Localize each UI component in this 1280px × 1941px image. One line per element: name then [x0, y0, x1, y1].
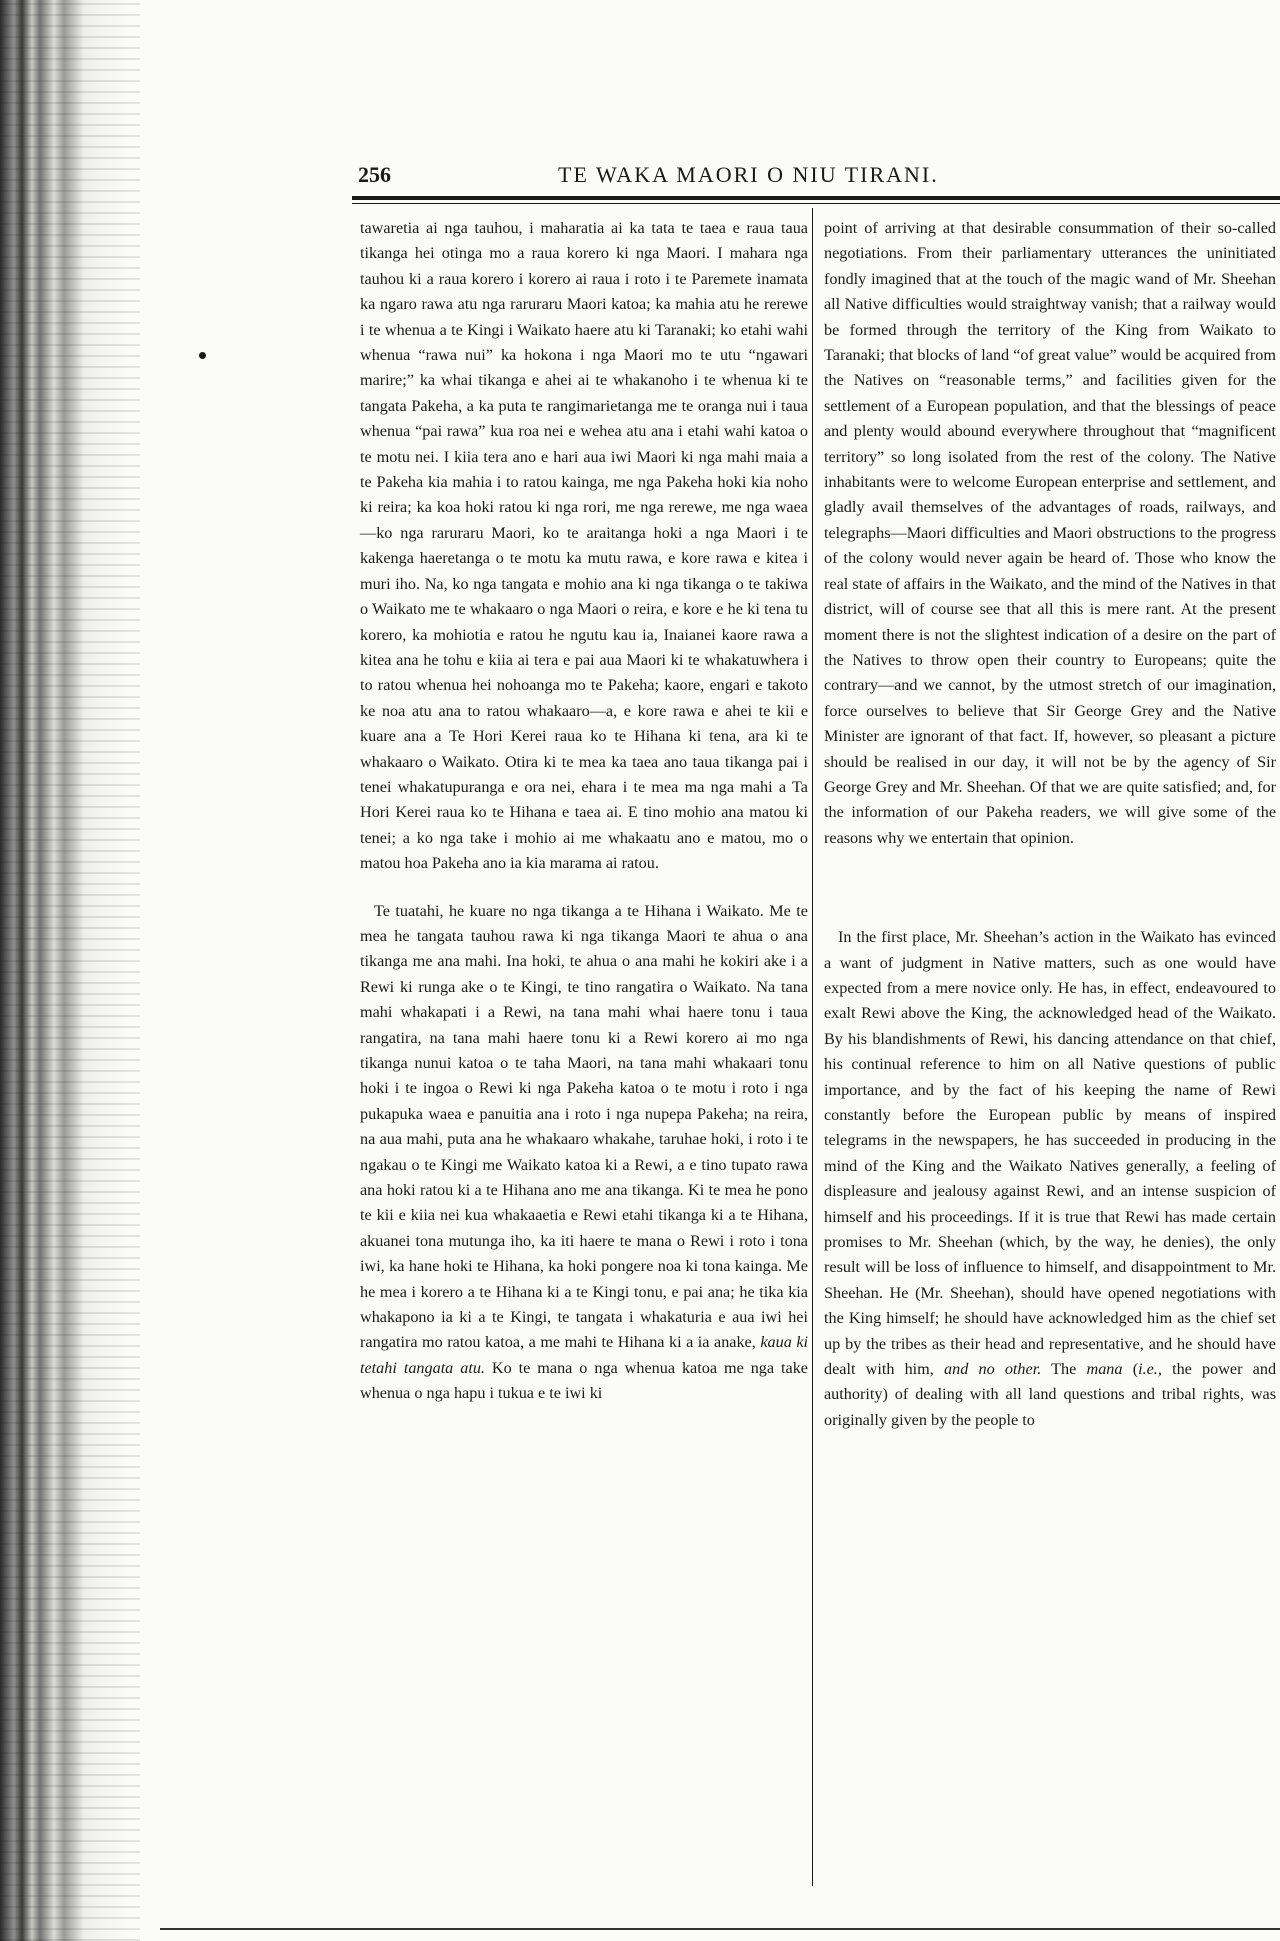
page-number: 256: [358, 162, 391, 187]
english-paragraph-2-end: the power and authority) of dealing with all land questions and tribal rights, was originally given by the people to: [824, 1360, 1277, 1429]
running-title: TE WAKA MAORI O NIU TIRANI.: [558, 162, 939, 187]
english-paragraph-2-mana: mana: [1086, 1360, 1123, 1379]
english-paragraph-2: [824, 925, 1276, 1433]
maori-paragraph-2-italic: kaua ki tetahi tangata atu.: [360, 1333, 808, 1377]
english-paragraph-2-mid: The: [1051, 1360, 1077, 1379]
page-binding-edge: [0, 0, 140, 1941]
ink-spot: [199, 352, 206, 359]
english-column: [824, 216, 1276, 1433]
page-header: [358, 160, 1280, 196]
english-paragraph-2-paren: (: [1132, 1360, 1139, 1379]
footer-rule: [160, 1928, 1280, 1930]
english-paragraph-1: point of arriving at that desirable consummation of their so-called negotiations. From their parliamentary utterances the uninitiated fondly imagined that at the touch of the magic wand of Mr. Sheehan all Native difficulties would straightway vanish; that a railway would be formed through the territory of the King from Waikato to Taranaki; that blocks of land “of great value” would be acquired from the Natives on “reasonable terms,” and facilities given for the settlement of a European population, and that the blessings of peace and plenty would abound everywhere throughout that “magnificent territory” so long isolated from the rest of the colony. The Native inhabitants were to welcome European enterprise and settlement, and gladly avail themselves of the advantages of roads, railways, and telegraphs—Maori difficulties and Maori obstructions to the progress of the colony would never again be heard of. Those who know the real state of affairs in the Waikato, and the mind of the Natives in that district, will of course see that all this is mere rant. At the present moment there is not the slightest indication of a desire on the part of the Natives to throw open their country to Europeans; quite the contrary—and we cannot, by the utmost stretch of our imagination, force ourselves to believe that Sir George Grey and the Native Minister are ignorant of that fact. If, however, so pleasant a picture should be realised in our day, it will not be by the agency of Sir George Grey and Mr. Sheehan. Of that we are quite satisfied; and, for the information of our Pakeha readers, we will give some of the reasons why we entertain that opinion.: [824, 219, 1276, 847]
maori-column: [360, 216, 808, 1407]
maori-paragraph-1: tawaretia ai nga tauhou, i maharatia ai ka tata te taea e raua taua tikanga hei otinga mo a raua korero ki nga Maori. I mahara nga tauhou ki a raua korero i korero ai raua i roto i te Paremete inamata ka ngaro rawa atu nga raruraru Maori katoa; ka mahia atu he rerewe i te whenua a te Kingi i Waikato haere atu ki Taranaki; ko etahi wahi whenua “rawa nui” ka hokona i nga Maori mo te utu “ngawari marire;” ka whai tikanga e ahei ai te whakanoho i te whenua ki te tangata Pakeha, a ka puta te rangimarietanga me te oranga nui i taua whenua “pai rawa” kua roa nei e wehea atu ana i etahi wahi katoa o te motu nei. I kiia tera ano e hari aua iwi Maori ki nga mahi maia a te Pakeha kia mahia i to ratou kainga, me nga Pakeha hoki kia noho ki reira; ka koa hoki ratou ki nga rori, me nga rerewe, me nga waea—ko nga raruraru Maori, ko te araitanga hoki a nga Maori i te kakenga haeretanga o te motu ka mutu rawa, e kore rawa e kitea i muri iho. Na, ko nga tangata e mohio ana ki nga tikanga o te takiwa o Waikato me te whakaaro o nga Maori o reira, e kore e he ki tena tu korero, ka mohiotia e ratou he ngutu kau ia, Inaianei kaore rawa a kitea ana he tohu e kiia ai tera e pai aua Maori ki te whakatuwhera i to ratou whenua hei nohoanga mo te Pakeha; kaore, engari e takoto ke noa atu ana to ratou whakaaro—a, e kore rawa e ahei te kii e kuare ana a Te Hori Kerei raua ko te Hihana ki tena, ara ki te whakaaro o Waikato. Otira ki te mea ka taea ano taua tikanga pai i tenei whakatupuranga e ora nei, ehara i te mea ma nga mahi a Ta Hori Kerei raua ko te Hihana e taea ai. E tino mohio ana matou ki tenei; a ko nga take i mohio ai me whakaatu ano e matou, mo o matou hoa Pakeha ano ia kia marama ai ratou.: [360, 219, 808, 873]
header-rule-thick: [352, 196, 1280, 200]
maori-paragraph-2-end: Ko te mana o nga whenua katoa me nga take whenua o nga hapu i tukua e te iwi ki: [360, 1358, 808, 1403]
english-paragraph-2-text: In the first place, Mr. Sheehan’s action in the Waikato has evinced a want of judgment in Native matters, such as one would have expected from a mere novice only. He has, in effect, endeavoured to exalt Rewi above the King, the acknowledged head of the Waikato. By his blandishments of Rewi, his dancing attendance on that chief, his continual reference to him on all Native questions of public importance, and by the fact of his keeping the name of Rewi constantly before the European public by means of inspired telegrams in the newspapers, he has succeeded in producing in the mind of the King and the Waikato Natives generally, a feeling of displeasure and jealousy against Rewi, and an intense suspicion of himself and his proceedings. If it is true that Rewi has made certain promises to Mr. Sheehan (which, by the way, he denies), the only result will be loss of influence to himself, and disappointment to Mr. Sheehan. He (Mr. Sheehan), should have opened negotiations with the King himself; he should have acknowledged him as the chief set up by the tribes as their head and representative, and he should have dealt with him,: [824, 928, 1276, 1379]
english-paragraph-2-ie: i.e.,: [1138, 1360, 1162, 1379]
column-divider: [812, 208, 813, 1886]
maori-paragraph-2-text: Te tuatahi, he kuare no nga tikanga a te Hihana i Waikato. Me te mea he tangata tauhou rawa ki nga tikanga Maori te ahua o ana tikanga me ana mahi. Ina hoki, te ahua o ana mahi he kokiri ake i a Rewi ki runga ake o te Kingi, te tino rangatira o Waikato. Na tana mahi whakapati i a Rewi, na tana mahi whai haere tonu i taua rangatira, na tana mahi haere tonu ki a Rewi korero ai mo nga tikanga nunui katoa o te taha Maori, na tana mahi whakaari tonu hoki i te ingoa o Rewi ki nga Pakeha katoa o te motu i roto i nga pukapuka waea e panuitia ana i roto i nga nupepa Pakeha; na reira, na aua mahi, puta ana he whakaaro whakahe, taruhae hoki, i roto i te ngakau o te Kingi me Waikato katoa ki a Rewi, a e tino tupato rawa ana hoki ratou ki a te Hihana ano me ana tikanga. Ki te mea he pono te kii e kiia nei kua whakaaetia e Rewi etahi tikanga ki a te Hihana, akuanei tona mutunga iho, ka iti haere te mana o Rewi i roto i tona iwi, ka hane hoki te Hihana, ka hoki pongere noa ki tona kainga. Me he mea i korero a te Hihana ki a te Kingi tonu, e pai ana; he tika kia whakapono ia ki a te Kingi, te tangata i whakaturia e aua iwi hei rangatira mo ratou katoa, a me mahi te Hihana ki a ia anake,: [360, 901, 808, 1352]
english-paragraph-2-italic: and no other.: [944, 1360, 1042, 1379]
maori-paragraph-2: [360, 899, 808, 1407]
header-rule-thin: [352, 203, 1280, 204]
